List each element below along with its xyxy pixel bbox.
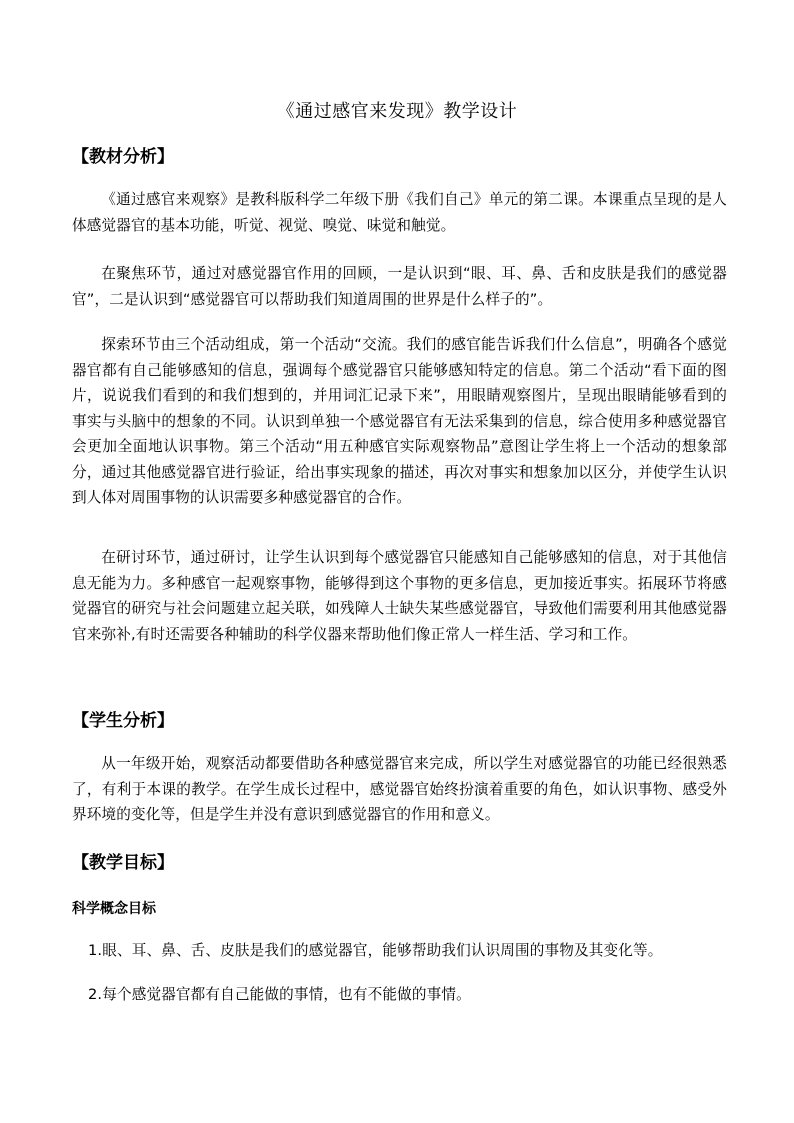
material-paragraph-1: 《通过感官来观察》是教科版科学二年级下册《我们自己》单元的第二课。本课重点呈现的是人体感觉器官的基本功能，听觉、视觉、嗅觉、味觉和触觉。 — [72, 191, 727, 234]
section-heading-teaching-goals: 【教学目标】 — [72, 853, 174, 873]
material-paragraph-3: 探索环节由三个活动组成，第一个活动“交流。我们的感官能告诉我们什么信息”，明确各个感觉器官都有自己能够感知的信息，强调每个感觉器官只能够感知特定的信息。第二个活动“看下面的图片，说说我们看到的和我们想到的，并用词汇记录下来”，用眼睛观察图片，呈现出眼睛能够看到的事实与头脑中的想象的不同。认识到单独一个感觉器官有无法采集到的信息，综合使用多种感觉器官会更加全面地认识事物。第三个活动“用五种感官实际观察物品”意图让学生将上一个活动的想象部分，通过其他感觉器官进行验证，给出事实现象的描述，再次对事实和想象加以区分，并使学生认识到人体对周围事物的认识需要多种感觉器官的合作。 — [72, 336, 727, 506]
section-heading-material-analysis: 【教材分析】 — [72, 147, 174, 167]
section-heading-student-analysis: 【学生分析】 — [72, 711, 174, 731]
material-paragraph-4: 在研讨环节，通过研讨，让学生认识到每个感觉器官只能感知自己能够感知的信息，对于其他信息无能为力。多种感官一起观察事物，能够得到这个事物的更多信息，更加接近事实。拓展环节将感觉器官的研究与社会问题建立起关联，如残障人士缺失某些感觉器官，导致他们需要利用其他感觉器官来弥补,有时还需要各种辅助的科学仪器来帮助他们像正常人一样生活、学习和工作。 — [72, 549, 727, 643]
student-paragraph-1: 从一年级开始，观察活动都要借助各种感觉器官来完成，所以学生对感觉器官的功能已经很熟悉了，有利于本课的教学。在学生成长过程中，感觉器官始终扮演着重要的角色，如认识事物、感受外界环境的变化等，但是学生并没有意识到感觉器官的作用和意义。 — [72, 755, 727, 823]
goals-subheading-science-concepts: 科学概念目标 — [72, 901, 156, 917]
goal-item-2: 2.每个感觉器官都有自己能做的事情，也有不能做的事情。 — [88, 986, 471, 1003]
document-title: 《通过感官来发现》教学设计 — [276, 101, 518, 122]
goal-item-1: 1.眼、耳、鼻、舌、皮肤是我们的感觉器官，能够帮助我们认识周围的事物及其变化等。 — [88, 942, 663, 959]
material-paragraph-2: 在聚焦环节，通过对感觉器官作用的回顾，一是认识到“眼、耳、鼻、舌和皮肤是我们的感觉器官”，二是认识到“感觉器官可以帮助我们知道周围的世界是什么样子的”。 — [72, 265, 727, 308]
